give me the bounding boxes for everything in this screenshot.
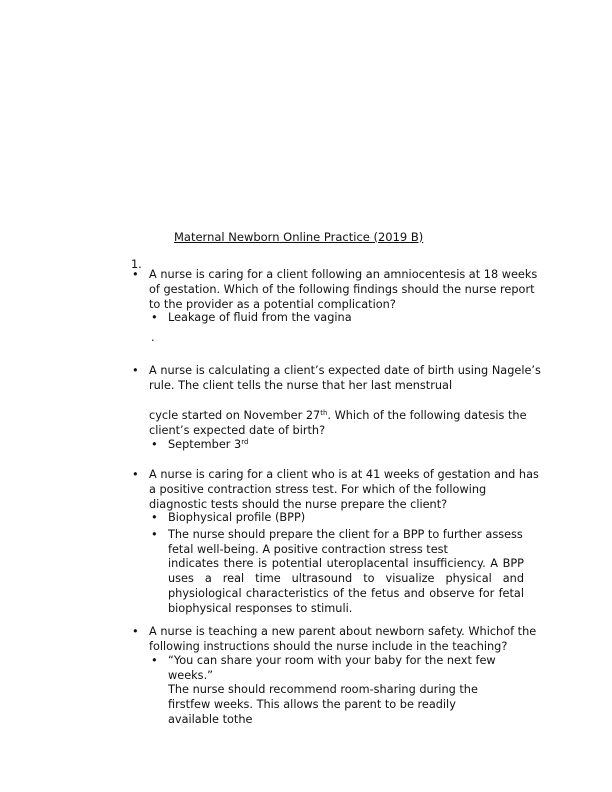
q2-answer-pre: September 3	[168, 438, 242, 451]
q3-answer: Biophysical profile (BPP)	[168, 511, 306, 524]
q2-continuation-sup: th	[320, 409, 328, 417]
bullet-q3-rationale: •	[151, 528, 158, 541]
bullet-q4: •	[132, 625, 139, 638]
stray-dot: .	[151, 331, 155, 344]
bullet-q2-answer: •	[151, 438, 158, 451]
q2-question: A nurse is calculating a client’s expected date of birth using Nagele’s rule. The client tells the nurse that her last menstrual	[149, 364, 541, 392]
q4-answer: “You can share your room with your baby for the next few weeks.”	[168, 654, 496, 682]
q2-continuation-pre: cycle started on November 27	[149, 409, 321, 422]
bullet-q4-answer: •	[151, 654, 158, 667]
q2-continuation-post: . Which of the following datesis the client’s expected date of birth?	[149, 409, 527, 437]
bullet-q1: •	[132, 268, 139, 281]
q3-question: A nurse is caring for a client who is at 41 weeks of gestation and has a positive contraction stress test. For which of the following diagnostic tests should the nurse prepare the client?	[149, 468, 539, 511]
q2-answer-sup: rd	[241, 438, 249, 446]
bullet-q3: •	[132, 468, 139, 481]
bullet-q3-answer: •	[151, 511, 158, 524]
q3-rationale-1: The nurse should prepare the client for a BPP to further assess fetal well-being. A positive contraction stress test	[168, 528, 523, 556]
q4-rationale: The nurse should recommend room-sharing during the firstfew weeks. This allows the parent to be readily available tothe	[168, 683, 478, 726]
bullet-q2: •	[132, 364, 139, 377]
q1-question: A nurse is caring for a client following an amniocentesis at 18 weeks of gestation. Which of the following findings should the nurse report to the provider as a potential complication?	[149, 268, 538, 311]
document-title: Maternal Newborn Online Practice (2019 B)	[174, 230, 424, 244]
q4-question: A nurse is teaching a new parent about newborn safety. Whichof the following instructions should the nurse include in the teaching?	[149, 625, 537, 653]
q2-answer	[168, 437, 524, 452]
q3-rationale-2: indicates there is potential uteroplacental insufficiency. A BPP uses a real time ultrasound to visualize physical and physiological characteristics of the fetus and observe for fetal biophysical responses to stimuli.	[168, 557, 524, 615]
bullet-q1-answer: •	[151, 311, 158, 324]
q1-answer: Leakage of fluid from the vagina	[168, 311, 352, 324]
item-number: 1.	[131, 258, 142, 271]
q2-continuation	[149, 408, 541, 438]
